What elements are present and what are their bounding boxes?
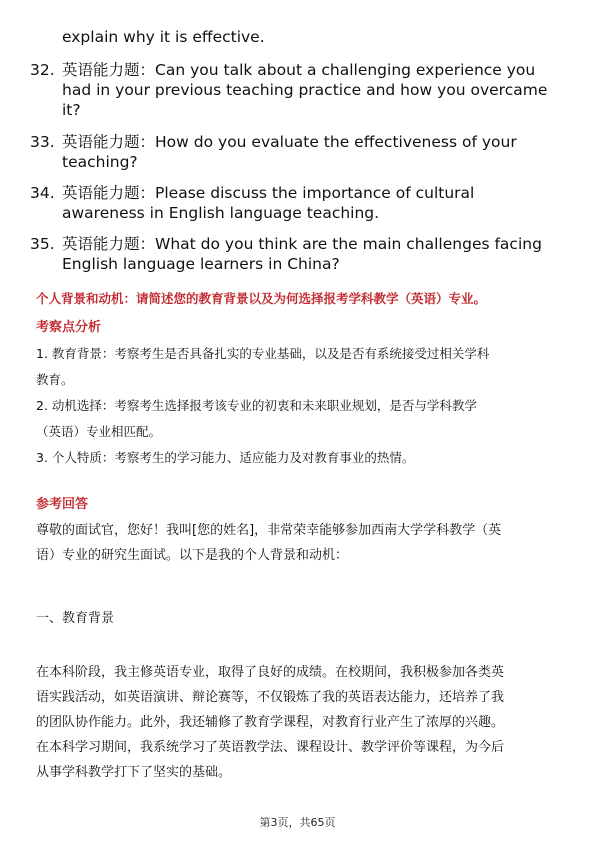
question-number: 32. bbox=[30, 61, 55, 79]
answer-heading: 参考回答 bbox=[36, 497, 89, 512]
question-text: teaching? bbox=[62, 153, 138, 171]
analysis-item-3: 3. 个人特质：考察考生的学习能力、适应能力及对教育事业的热情。 bbox=[36, 450, 415, 465]
analysis-list bbox=[36, 341, 566, 471]
subheading-education: 一、教育背景 bbox=[36, 611, 115, 626]
analysis-item-1: 1. 教育背景：考察考生是否具备扎实的专业基础，以及是否有系统接受过相关学科 教育。 bbox=[36, 346, 490, 387]
question-number: 33. bbox=[30, 133, 55, 151]
question-tag: 英语能力题 bbox=[62, 133, 140, 151]
analysis-heading: 考察点分析 bbox=[36, 320, 102, 335]
question-tag: 英语能力题 bbox=[62, 61, 140, 79]
page-footer: 第3页，共65页 bbox=[259, 816, 336, 829]
question-text: How do you evaluate the effectiveness of your bbox=[155, 133, 517, 151]
analysis-item-2: 2. 动机选择：考察考生选择报考该专业的初衷和未来职业规划，是否与学科教学 （英语）专业相匹配。 bbox=[36, 398, 477, 439]
question-number: 34. bbox=[30, 184, 55, 202]
question-text: English language learners in China? bbox=[62, 255, 340, 273]
question-text: Can you talk about a challenging experience you bbox=[155, 61, 536, 79]
question-text: awareness in English language teaching. bbox=[62, 204, 380, 222]
question-number: 35. bbox=[30, 235, 55, 253]
continuation-line: explain why it is effective. bbox=[62, 28, 265, 46]
question-text: had in your previous teaching practice and how you overcame bbox=[62, 81, 548, 99]
question-text: it? bbox=[62, 101, 81, 119]
section-title: 个人背景和动机：请简述您的教育背景以及为何选择报考学科教学（英语）专业。 bbox=[36, 291, 487, 306]
document-page: explain why it is effective. 32. 英语能力题：Can you talk about a challenging experience you had in your previous teaching practice and how you overcame it? 33. 英语能力题：How do you evaluate the effectiveness of your teaching? 34. 英语能力题：Please discuss the importance of cultural awareness in English language teaching. 35. 英语能力题：What do you think are the main challenges facing English language learners in China? 个人背景和动机：请简述您的教育背景以及为何选择报考学科教学（英语）专业。 考察点分析 1. 教育背景：考察考生是否具备扎实的专业基础，以及是否有系统接受过相关学科 教育。 2. 动机选择：考察考生选择报考该专业的初衷和未来职业规划，是否与学科教学 （英语）专业相匹配。 3. 个人特质：考察考生的学习能力、适应能力及对教育事业的热情。 参考回答 尊敬的面试官，您好！我叫[您的姓名]，非常荣幸能够参加西南大学学科教学（英 语）专业的研究生面试。以下是我的个人背景和动机： 一、教育背景 在本科阶段，我主修英语专业，取得了良好的成绩。在校期间，我积极参加各类英 语实践活动，如英语演讲、辩论赛等，不仅锻炼了我的英语表达能力，还培养了我 的团队协作能力。此外，我还辅修了教育学课程，对教育行业产生了浓厚的兴趣。 在本科学习期间，我系统学习了英语教学法、课程设计、教学评价等课程，为今后 从事学科教学打下了坚实的基础。 第3页，共65页 bbox=[0, 0, 595, 842]
question-text: What do you think are the main challenges facing bbox=[155, 235, 542, 253]
question-tag: 英语能力题 bbox=[62, 235, 140, 253]
question-tag: 英语能力题 bbox=[62, 184, 140, 202]
answer-intro: 尊敬的面试官，您好！我叫[您的姓名]，非常荣幸能够参加西南大学学科教学（英 语）专业的研究生面试。以下是我的个人背景和动机： bbox=[36, 523, 502, 563]
education-paragraph: 在本科阶段，我主修英语专业，取得了良好的成绩。在校期间，我积极参加各类英 语实践活动，如英语演讲、辩论赛等，不仅锻炼了我的英语表达能力，还培养了我 的团队协作能力。此外，我还辅修了教育学课程，对教育行业产生了浓厚的兴趣。 在本科学习期间，我系统学习了英语教学法、课程设计、教学评价等课程，为今后 从事学科教学打下了坚实的基础。 bbox=[36, 665, 505, 780]
question-text: Please discuss the importance of cultural bbox=[155, 184, 475, 202]
